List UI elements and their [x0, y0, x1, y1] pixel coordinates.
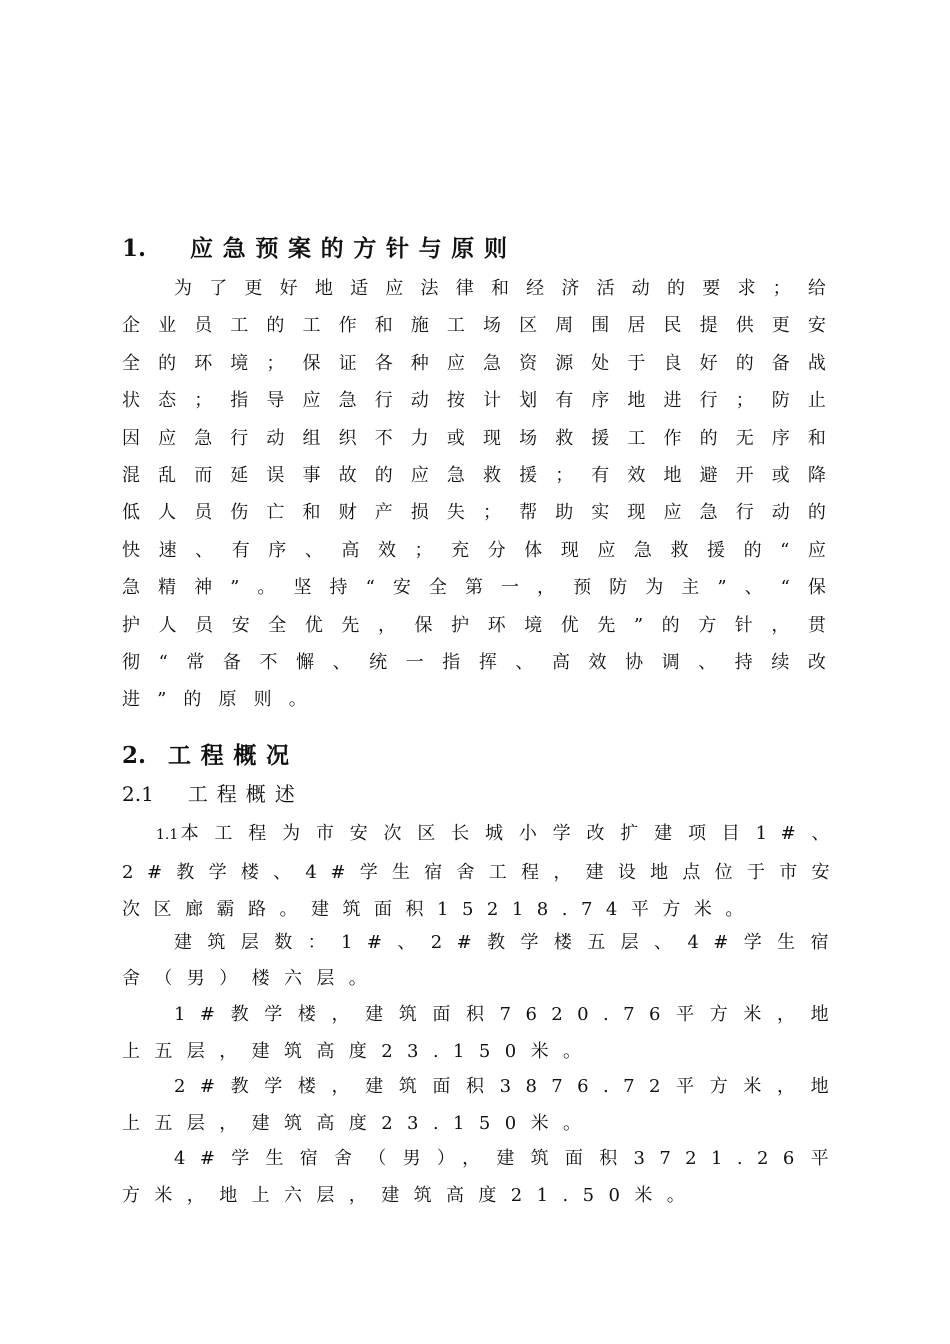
subsection-2-1-title: 工程概述 [187, 782, 304, 806]
project-intro-prefix: 1.1 [156, 827, 179, 843]
subsection-2-1-heading [122, 780, 304, 808]
section-1-paragraph: 为了更好地适应法律和经济活动的要求；给企业员工的工作和施工场区周围居民提供更安全的环境；保证各种应急资源处于良好的备战状态；指导应急行动按计划有序地进行；防止因应急行动组织不力或现场救援工作的无序和混乱而延误事故的应急救援；有效地避开或降低人员伤亡和财产损失；帮助实现应急行动的快速、有序、高效；充分体现应急救援的“应急精神”。坚持“安全第一，预防为主”、“保护人员安全优先，保护环境优先”的方针，贯彻“常备不懈、统一指挥、高效协调、持续改进”的原则。 [122, 278, 843, 711]
section-1-title: 应急预案的方针与原则 [190, 235, 517, 262]
building-4-paragraph: 4#学生宿舍（男），建筑面积3721.26平方米，地上六层，建筑高度21.50米。 [122, 1148, 843, 1206]
section-1-heading [122, 234, 517, 264]
building-1-paragraph: 1#教学楼，建筑面积7620.76平方米，地上五层，建筑高度23.150米。 [122, 1004, 843, 1062]
floors-paragraph: 建筑层数：1#、2#教学楼五层、4#学生宿舍（男）楼六层。 [122, 932, 843, 989]
project-intro-paragraph [122, 815, 843, 928]
section-2-title: 工程概况 [168, 742, 299, 769]
project-intro-text: 本工程为市安次区长城小学改扩建项目1#、2#教学楼、4#学生宿舍工程，建设地点位于市安次区廊霸路。建筑面积15218.74平方米。 [122, 823, 843, 920]
building-2-paragraph: 2#教学楼，建筑面积3876.72平方米，地上五层，建筑高度23.150米。 [122, 1076, 843, 1134]
section-1-number: 1. [122, 235, 147, 262]
section-2-heading [122, 741, 299, 771]
section-2-number: 2. [122, 742, 147, 769]
subsection-2-1-number: 2.1 [122, 782, 154, 806]
